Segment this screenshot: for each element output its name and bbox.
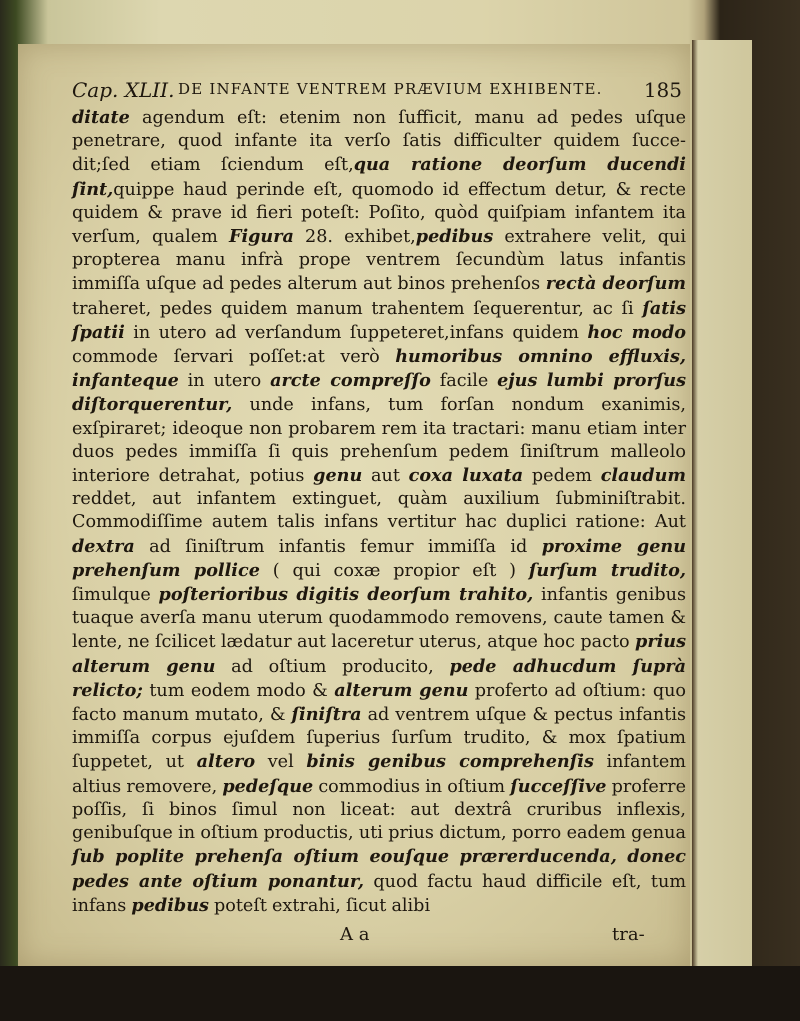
text-run: pedem: [523, 466, 601, 487]
catchword: tra-: [612, 924, 645, 945]
italic-phrase: pedeſque: [222, 775, 314, 797]
italic-phrase: ſub poplite prehenſa oſtium eouſque prærerducenda, donec pedes ante oſtium ponantur,: [72, 846, 686, 892]
text-run: 28. exhibet,: [293, 227, 416, 248]
text-run: extrahere velit, qui propterea manu infrà prope ventrem ſecundùm latus infantis immiſſa uſque ad pedes alterum aut binos prehenſos: [72, 227, 686, 295]
italic-phrase: Figura: [228, 226, 294, 248]
text-run: quippe haud perinde eſt, quomodo id effectum detur, & recte quidem & prave id fieri poteſt: Poſito, quòd quiſpiam infantem ita verſum, qualem: [72, 179, 686, 248]
text-run: infantem altius removere,: [72, 752, 686, 797]
text-run: vel: [255, 752, 307, 773]
text-run: in utero: [178, 371, 271, 392]
italic-phrase: ejus lumbi prorſus diſtorquerentur,: [72, 370, 686, 416]
italic-phrase: pedibus: [131, 894, 209, 916]
text-run: infantis genibus tuaque averſa manu uterum quodammodo removens, caute tamen & lente, ne ſcilicet lædatur aut laceretur uterus, atque hoc pacto: [72, 585, 686, 653]
text-run: traheret, pedes quidem manum trahentem ſequerentur, ac ſi: [72, 298, 643, 319]
italic-phrase: genu: [313, 465, 363, 487]
text-run: in utero ad verſandum ſuppeteret,infans quidem: [124, 322, 588, 343]
chapter-title: DE INFANTE VENTREM PRÆVIUM EXHIBENTE.: [178, 80, 603, 98]
italic-phrase: ſatis ſpatii: [72, 297, 686, 343]
text-run: ad oſtium producito,: [215, 656, 450, 677]
text-run: reddet, aut infantem extinguet, quàm auxilium ſubminiſtrabit. Commodiſſime autem talis infans vertitur hac duplici ratione: Aut: [72, 489, 686, 533]
text-run: aut: [362, 466, 409, 487]
italic-phrase: qua ratione deorſum ducendi ſint,: [72, 154, 686, 200]
italic-phrase: altero: [196, 751, 256, 773]
italic-phrase: ſiniſtra: [291, 704, 362, 726]
italic-phrase: dextra: [72, 535, 135, 557]
text-run: commodius in oſtium: [313, 776, 511, 797]
italic-phrase: ditate: [72, 107, 130, 128]
text-run: proferre poſſis, ſi binos ſimul non liceat: aut dextrâ cruribus inflexis, genibuſque in oſtium productis, uti prius dictum, porro eadem genua: [72, 776, 686, 844]
italic-phrase: rectà deorſum: [545, 273, 686, 295]
text-run: ad ventrem uſque & pectus infantis immiſſa corpus ejuſdem ſuperius ſurſum trudito, & mox ſpatium ſuppetet, ut: [72, 705, 686, 773]
italic-phrase: ſurſum trudito,: [528, 559, 687, 581]
text-run: ( qui coxæ propior eſt ): [259, 560, 529, 581]
italic-phrase: prius alterum genu: [72, 631, 686, 677]
italic-phrase: ſucceſſive: [510, 775, 607, 797]
italic-phrase: pede adhucdum ſuprà relicto;: [72, 655, 687, 701]
text-run: agendum eſt: etenim non ſufficit, manu ad pedes uſque penetrare, quod infante ita verſo ſatis difficulter quidem ſucce-dit;ſed etiam ſciendum eſt,: [72, 108, 686, 176]
italic-phrase: pedibus: [415, 226, 494, 248]
text-run: commode ſervari poſſet:at verò: [72, 347, 396, 368]
running-header: [72, 78, 682, 108]
text-run: quod factu haud difficile eſt, tum infans: [72, 871, 686, 916]
chapter-label: Cap. XLII.: [72, 78, 175, 102]
italic-phrase: alterum genu: [334, 679, 469, 701]
italic-phrase: coxa luxata: [408, 465, 524, 487]
italic-phrase: hoc modo: [587, 321, 686, 343]
body-text: [72, 106, 686, 918]
text-run: unde infans, tum forſan nondum exanimis, exſpiraret; ideoque non probarem rem ita tractari: manu etiam inter duos pedes immiſſa ſi quis prehenſum pedem ſiniſtrum malleolo interiore detrahat, potius: [72, 395, 686, 487]
italic-phrase: binis genibus comprehenſis: [306, 751, 594, 773]
italic-phrase: poſterioribus digitis deorſum trahito,: [158, 584, 534, 606]
page-number: 185: [643, 78, 682, 102]
italic-phrase: proxime genu prehenſum pollice: [72, 535, 687, 581]
text-run: facile: [430, 371, 498, 392]
adjacent-page-edge: [692, 40, 752, 980]
italic-phrase: infanteque: [72, 370, 179, 392]
text-run: poteſt extrahi, ſicut alibi: [208, 895, 431, 916]
text-run: proferto ad oſtium: quo facto manum mutato, &: [72, 680, 686, 726]
text-run: tum eodem modo &: [142, 680, 335, 701]
text-run: ſimulque: [72, 585, 159, 606]
italic-phrase: claudum: [600, 465, 687, 487]
signature-mark: A a: [340, 924, 370, 945]
italic-phrase: arcte compreſſo: [270, 370, 431, 392]
italic-phrase: humoribus omnino effluxis,: [395, 346, 687, 368]
text-run: ad ſiniſtrum infantis femur immiſſa id: [134, 536, 542, 557]
scan-bottom-margin: [0, 966, 800, 1021]
